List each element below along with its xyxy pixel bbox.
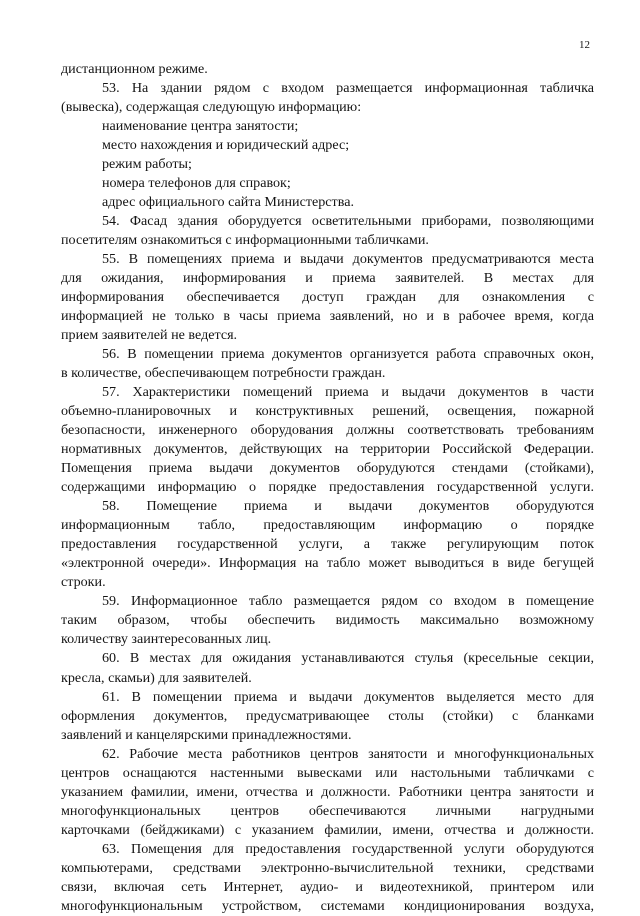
text-line: объемно-планировочных и конструктивных решений, освещения, пожарной [61, 403, 594, 420]
text-line: в количестве, обеспечивающем потребности граждан. [61, 365, 386, 382]
text-line: кресла, скамьи) для заявителей. [61, 669, 252, 686]
text-line: Помещения приема выдачи документов оборудуются стендами (стойками), [61, 460, 594, 477]
text-line: многофункциональных центров обеспечиваются личными нагрудными [61, 802, 594, 819]
text-line: центров оснащаются настенными вывесками или настольными табличками с [61, 764, 594, 781]
text-line: для ожидания, информирования и приема заявителей. В местах для [61, 270, 594, 287]
text-line: 57. Характеристики помещений приема и выдачи документов в части [102, 384, 594, 401]
text-line: (вывеска), содержащая следующую информацию: [61, 99, 362, 116]
text-line: 53. На здании рядом с входом размещается информационная табличка [102, 80, 594, 97]
text-line: 60. В местах для ожидания устанавливаются стулья (кресельные секции, [102, 650, 594, 667]
text-line: место нахождения и юридический адрес; [102, 137, 350, 154]
text-line: 59. Информационное табло размещается рядом со входом в помещение [102, 593, 594, 610]
page-number: 12 [579, 39, 590, 51]
text-line: посетителям ознакомиться с информационными табличками. [61, 232, 429, 249]
text-line: прием заявителей не ведется. [61, 327, 238, 344]
text-line: таким образом, чтобы обеспечить видимость максимально возможному [61, 612, 594, 629]
text-line: информирования обеспечивается доступ граждан для ознакомления с [61, 289, 594, 306]
text-line: указанием фамилии, имени, отчества и должности. Работники центра занятости и [61, 783, 594, 800]
text-line: содержащими информацию о порядке предоставления государственной услуги. [61, 479, 594, 496]
text-line: 62. Рабочие места работников центров занятости и многофункциональных [102, 745, 594, 762]
text-line: компьютерами, средствами электронно-вычислительной техники, средствами [61, 859, 594, 876]
document-text [61, 60, 594, 916]
text-line: 63. Помещения для предоставления государственной услуги оборудуются [102, 840, 594, 857]
text-line: режим работы; [102, 156, 192, 173]
text-line: информационным табло, предоставляющим информацию о порядке [61, 517, 594, 534]
text-line: 54. Фасад здания оборудуется осветительными приборами, позволяющими [102, 213, 594, 230]
text-line: связи, включая сеть Интернет, аудио- и видеотехникой, принтером или [61, 878, 594, 895]
text-line: информацией не только в часы приема заявлений, но и в рабочее время, когда [61, 308, 594, 325]
text-line: количеству заинтересованных лиц. [61, 631, 272, 648]
text-line: наименование центра занятости; [102, 118, 299, 135]
text-line: 56. В помещении приема документов организуется работа справочных окон, [102, 346, 594, 363]
text-line: «электронной очереди». Информация на табло может выводиться в виде бегущей [61, 555, 594, 572]
text-line: номера телефонов для справок; [102, 175, 291, 192]
text-line: строки. [61, 574, 106, 591]
text-line: заявлений и канцелярскими принадлежностями. [61, 726, 352, 743]
text-line: оформления документов, предусматривающее столы (стойки) с бланками [61, 707, 594, 724]
text-line: 61. В помещении приема и выдачи документов выделяется место для [102, 688, 594, 705]
text-line: дистанционном режиме. [61, 61, 208, 77]
text-line: 58. Помещение приема и выдачи документов оборудуются [102, 498, 594, 515]
text-line: предоставления государственной услуги, а также регулирующим поток [61, 536, 594, 553]
text-line: адрес официального сайта Министерства. [102, 194, 354, 211]
text-line: безопасности, инженерного оборудования должны соответствовать требованиям [61, 422, 594, 439]
text-line: 55. В помещениях приема и выдачи документов предусматриваются места [102, 251, 594, 268]
text-line: нормативных документов, действующих на территории Российской Федерации. [61, 441, 594, 458]
text-line: многофункциональным устройством, системами кондиционирования воздуха, [61, 897, 594, 914]
text-line: карточками (бейджиками) с указанием фамилии, имени, отчества и должности. [61, 821, 594, 838]
